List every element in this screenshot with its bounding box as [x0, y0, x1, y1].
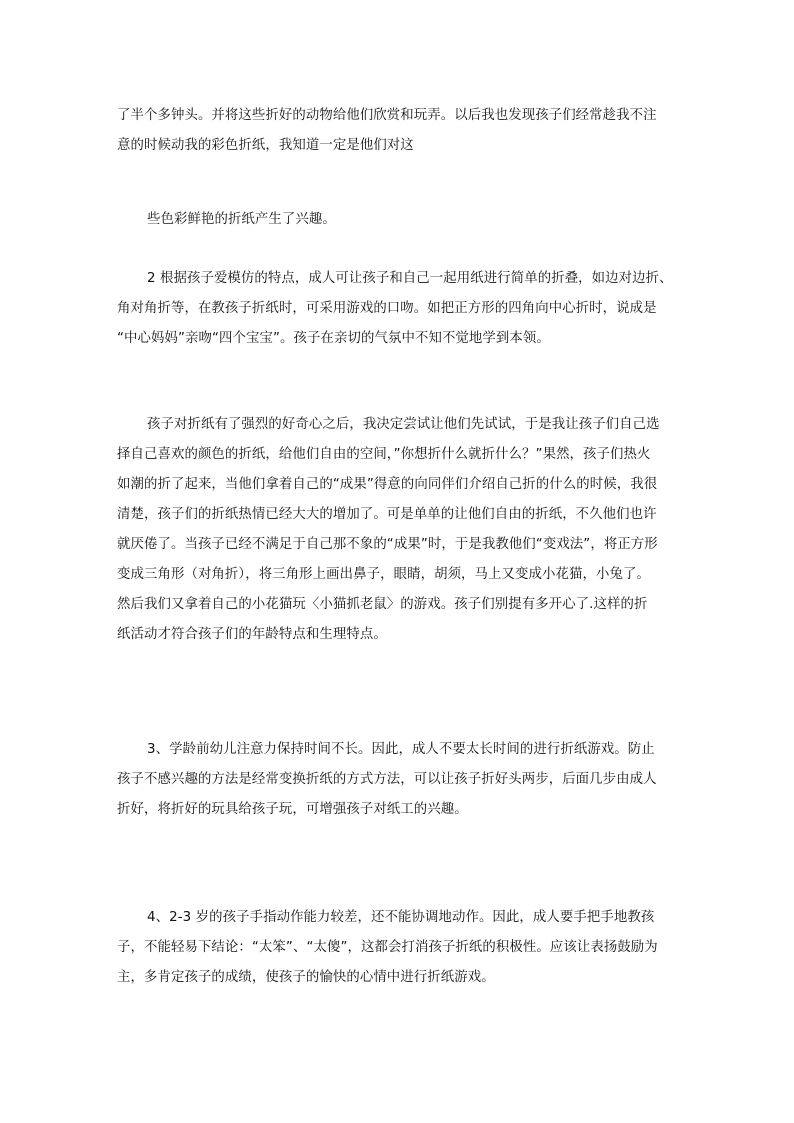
- text-line: 2 根据孩子爱模仿的特点，成人可让孩子和自己一起用纸进行简单的折叠，如边对边折、: [147, 271, 673, 286]
- text-line: 4、2-3 岁的孩子手指动作能力较差，还不能协调地动作。因此，成人要手把手地教孩: [147, 910, 655, 925]
- text-line: 了半个多钟头。并将这些折好的动物给他们欣赏和玩弄。以后我也发现孩子们经常趁我不注: [117, 108, 657, 123]
- text-line: 主，多肯定孩子的成绩，使孩子的愉快的心情中进行折纸游戏。: [117, 970, 495, 985]
- text-line: 子，不能轻易下结论：“太笨”、“太傻”，这都会打消孩子折纸的积极性。应该让表扬鼓励为: [117, 940, 658, 955]
- text-line: 就厌倦了。当孩子已经不满足于自己那不象的“成果”时，于是我教他们“变戏法”，将正方形: [117, 537, 658, 552]
- text-line: 意的时候动我的彩色折纸，我知道一定是他们对这: [117, 138, 414, 153]
- paragraph-interest: [117, 205, 683, 235]
- text-line: 择自己喜欢的颜色的折纸，给他们自由的空间，”你想折什么就折什么？”果然，孩子们热火: [117, 447, 651, 462]
- text-line: 折好，将折好的玩具给孩子玩，可增强孩子对纸工的兴趣。: [117, 802, 468, 817]
- text-line: 清楚，孩子们的折纸热情已经大大的增加了。可是单单的让他们自由的折纸，不久他们也许: [117, 507, 657, 522]
- text-line: 孩子对折纸有了强烈的好奇心之后，我决定尝试让他们先试试，于是我让孩子们自己选: [147, 417, 660, 432]
- paragraph-point-2: [117, 264, 683, 354]
- text-line: 些色彩鲜艳的折纸产生了兴趣。: [147, 212, 336, 227]
- text-line: 然后我们又拿着自己的小花猫玩〈小猫抓老鼠〉的游戏。孩子们别提有多开心了.这样的折: [117, 597, 648, 612]
- text-line: 3、学龄前幼儿注意力保持时间不长。因此，成人不要太长时间的进行折纸游戏。防止: [147, 742, 655, 757]
- text-line: 如潮的折了起来，当他们拿着自己的“成果”得意的向同伴们介绍自己折的什么的时候，我很: [117, 477, 658, 492]
- text-line: 变成三角形（对角折），将三角形上画出鼻子，眼睛，胡须，马上又变成小花猫，小兔了。: [117, 567, 650, 582]
- paragraph-continued-intro: [117, 101, 683, 161]
- paragraph-point-3: [117, 735, 683, 825]
- text-line: “中心妈妈”亲吻“四个宝宝”。孩子在亲切的气氛中不知不觉地学到本领。: [117, 331, 550, 346]
- text-line: 纸活动才符合孩子们的年龄特点和生理特点。: [117, 627, 387, 642]
- paragraph-free-folding: [117, 410, 683, 650]
- text-line: 角对角折等，在教孩子折纸时，可采用游戏的口吻。如把正方形的四角向中心折时，说成是: [117, 301, 657, 316]
- paragraph-point-4: [117, 903, 683, 993]
- text-line: 孩子不感兴趣的方法是经常变换折纸的方式方法，可以让孩子折好头两步，后面几步由成人: [117, 772, 657, 787]
